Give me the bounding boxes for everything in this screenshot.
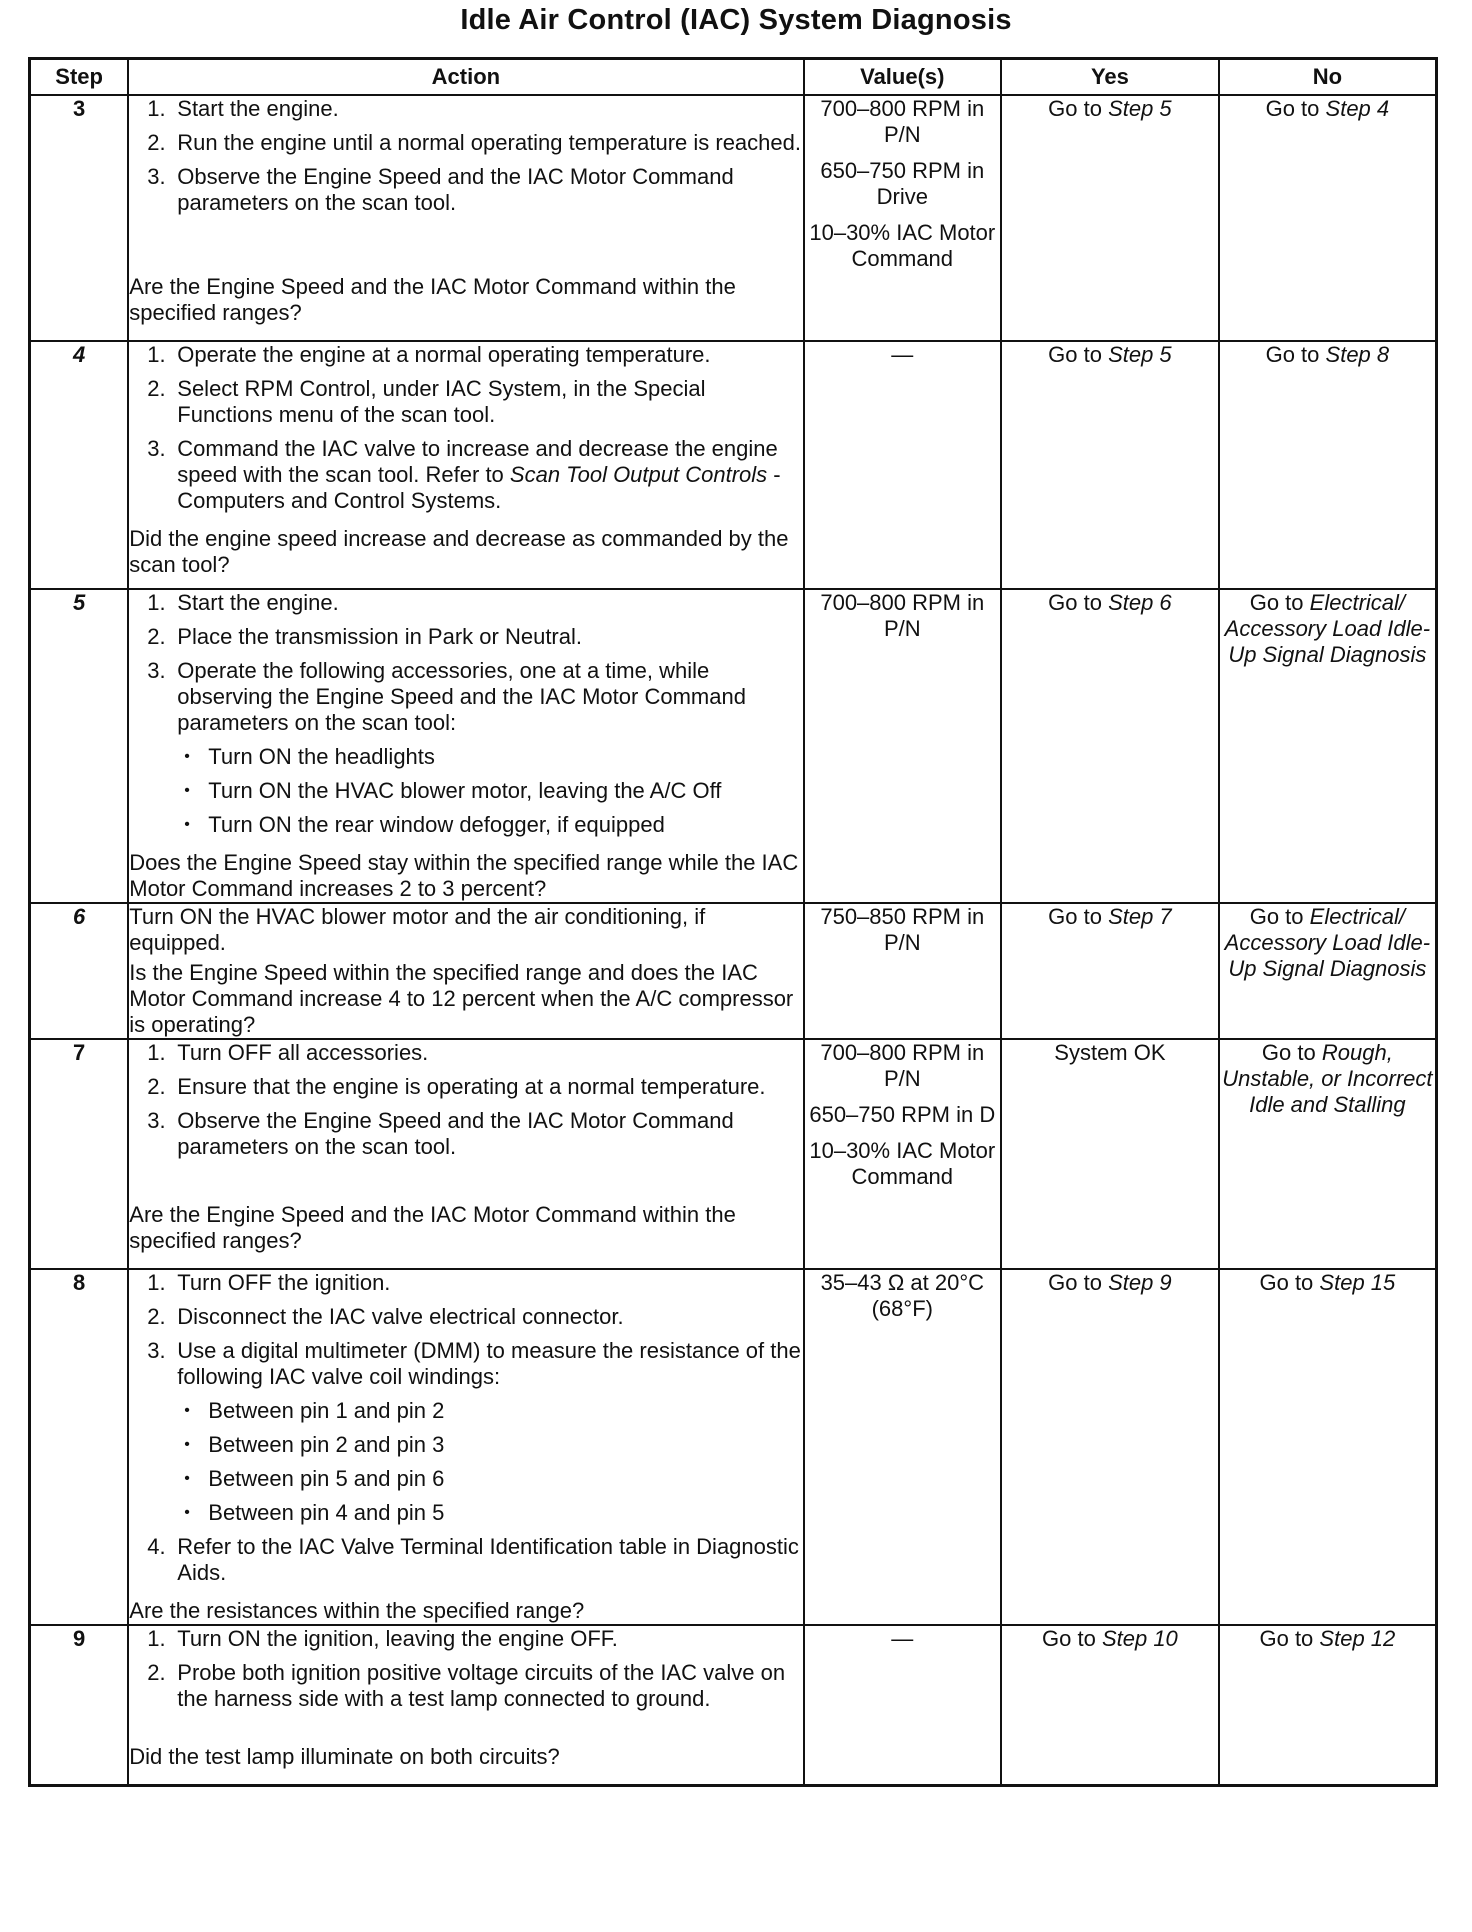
- action-steps: [129, 1040, 802, 1168]
- action-steps: [129, 1270, 802, 1594]
- bullet-text: Turn ON the headlights: [208, 744, 435, 769]
- action-item-number: 1.: [147, 590, 166, 615]
- action-cell: [128, 589, 803, 903]
- action-item-text: [177, 164, 802, 216]
- action-item-text: [177, 658, 802, 736]
- reference-link: Scan Tool Output Controls: [509, 462, 768, 487]
- no-goto-link[interactable]: Electrical/ Accessory Load Idle-Up Signal Diagnosis: [1224, 590, 1431, 667]
- action-cell: [128, 95, 803, 341]
- action-item: [147, 590, 802, 616]
- header-yes: Yes: [1001, 59, 1219, 96]
- action-item-body: Start the engine.: [177, 590, 339, 615]
- action-item-number: 2.: [147, 130, 166, 155]
- action-item-text: [177, 1074, 802, 1100]
- action-bullet: [184, 1466, 802, 1492]
- action-item: [147, 1304, 802, 1330]
- action-item-number: 1.: [147, 1626, 166, 1651]
- no-goto-link[interactable]: Electrical/ Accessory Load Idle-Up Signal Diagnosis: [1224, 904, 1431, 981]
- action-item-body: Turn OFF all accessories.: [177, 1040, 429, 1065]
- action-question: Did the test lamp illuminate on both circuits?: [129, 1744, 560, 1769]
- no-goto-link[interactable]: Step 4: [1325, 96, 1390, 121]
- action-item-text: [177, 376, 802, 428]
- action-cell: [128, 341, 803, 589]
- action-item-number: 3.: [147, 658, 166, 683]
- action-item-text: [177, 342, 802, 368]
- action-item-body: Disconnect the IAC valve electrical connector.: [177, 1304, 624, 1329]
- action-item-number: 2.: [147, 624, 166, 649]
- action-question: Are the Engine Speed and the IAC Motor Command within the specified ranges?: [129, 274, 736, 325]
- no-cell: [1219, 95, 1437, 341]
- diagnosis-row-step-4: [30, 341, 1437, 589]
- action-bullet: [184, 778, 802, 804]
- value-text: 35–43 Ω at 20°C (68°F): [820, 1270, 985, 1321]
- action-item-number: 1.: [147, 1040, 166, 1065]
- action-cell: [128, 903, 803, 1039]
- action-item-number: 3.: [147, 164, 166, 189]
- no-goto-link[interactable]: Step 15: [1319, 1270, 1396, 1295]
- values-cell: [804, 1039, 1002, 1269]
- bullet-icon: •: [184, 816, 190, 833]
- action-item-body: Observe the Engine Speed and the IAC Motor Command parameters on the scan tool.: [177, 164, 734, 215]
- diagnosis-row-step-8: [30, 1269, 1437, 1625]
- value-text: 10–30% IAC Motor Command: [809, 1138, 996, 1189]
- action-item-text: [177, 590, 802, 616]
- bullet-text: Between pin 4 and pin 5: [208, 1500, 445, 1525]
- action-item-body: Operate the engine at a normal operating temperature.: [177, 342, 711, 367]
- action-question: Is the Engine Speed within the specified range and does the IAC Motor Command increase 4 to 12 percent when the A/C compressor is operating?: [129, 960, 794, 1037]
- bullet-icon: •: [184, 1504, 190, 1521]
- action-item: [147, 1534, 802, 1586]
- action-item-text: [177, 1040, 802, 1066]
- action-bullet: [184, 812, 802, 838]
- action-item: [147, 1108, 802, 1160]
- step-number: 4: [30, 341, 129, 589]
- action-item-body: Observe the Engine Speed and the IAC Motor Command parameters on the scan tool.: [177, 1108, 734, 1159]
- no-cell: [1219, 341, 1437, 589]
- yes-goto-prefix: Go to: [1048, 96, 1102, 121]
- action-item-text: [177, 436, 802, 514]
- value-text: —: [891, 1626, 914, 1651]
- action-steps: [129, 1626, 802, 1720]
- action-item: [147, 658, 802, 736]
- action-bullet: [184, 744, 802, 770]
- action-item-number: 2.: [147, 1304, 166, 1329]
- action-item-body: Command the IAC valve to increase and decrease the engine speed with the scan tool. Refer to: [177, 436, 778, 487]
- action-item: [147, 624, 802, 650]
- step-number: 6: [30, 903, 129, 1039]
- action-item-number: 1.: [147, 342, 166, 367]
- bullet-text: Between pin 2 and pin 3: [208, 1432, 445, 1457]
- no-goto-prefix: Go to: [1249, 904, 1304, 929]
- action-item: [147, 1074, 802, 1100]
- step-number: 5: [30, 589, 129, 903]
- action-item: [147, 1626, 802, 1652]
- action-item: [147, 1270, 802, 1296]
- action-cell: [128, 1039, 803, 1269]
- bullet-text: Turn ON the HVAC blower motor, leaving the A/C Off: [208, 778, 722, 803]
- action-item: [147, 96, 802, 122]
- header-values: Value(s): [804, 59, 1002, 96]
- no-goto-prefix: Go to: [1259, 1270, 1314, 1295]
- yes-goto-link[interactable]: Step 6: [1108, 590, 1172, 615]
- action-steps: [129, 342, 802, 522]
- action-item-body: Select RPM Control, under IAC System, in the Special Functions menu of the scan tool.: [177, 376, 706, 427]
- step-number: 8: [30, 1269, 129, 1625]
- yes-goto-prefix: Go to: [1048, 1270, 1102, 1295]
- value-text: 650–750 RPM in Drive: [820, 158, 985, 209]
- diagnosis-row-step-7: [30, 1039, 1437, 1269]
- value-text: —: [891, 342, 914, 367]
- action-lead: Turn ON the HVAC blower motor and the air conditioning, if equipped.: [129, 904, 706, 955]
- action-item-number: 2.: [147, 1074, 166, 1099]
- action-steps: [129, 590, 802, 846]
- yes-goto-link[interactable]: Step 5: [1108, 342, 1172, 367]
- action-item-text: [177, 1270, 802, 1296]
- diagnosis-row-step-6: [30, 903, 1437, 1039]
- action-bullet: [184, 1432, 802, 1458]
- action-item-number: 3.: [147, 1108, 166, 1133]
- yes-goto-link[interactable]: Step 5: [1108, 96, 1172, 121]
- value-text: 700–800 RPM in P/N: [820, 96, 985, 147]
- yes-goto-prefix: Go to: [1048, 590, 1102, 615]
- no-goto: [1266, 96, 1390, 122]
- action-item-number: 1.: [147, 96, 166, 121]
- action-question: Are the Engine Speed and the IAC Motor Command within the specified ranges?: [129, 1202, 736, 1253]
- action-item-body: Probe both ignition positive voltage circuits of the IAC valve on the harness side with a test lamp connected to ground.: [177, 1660, 786, 1711]
- action-steps: [129, 904, 802, 956]
- action-item-body: Run the engine until a normal operating temperature is reached.: [177, 130, 801, 155]
- yes-cell: [1001, 589, 1219, 903]
- diagnosis-table: [28, 57, 1438, 1787]
- action-item-body: Ensure that the engine is operating at a normal temperature.: [177, 1074, 766, 1099]
- no-goto: [1220, 1040, 1435, 1118]
- yes-cell: [1001, 341, 1219, 589]
- action-item: [147, 1040, 802, 1066]
- no-goto: [1259, 1626, 1395, 1652]
- no-goto: [1259, 1270, 1395, 1296]
- bullet-icon: •: [184, 1470, 190, 1487]
- yes-cell: [1001, 95, 1219, 341]
- action-item: [147, 1660, 802, 1712]
- value-text: 650–750 RPM in D: [809, 1102, 996, 1127]
- values-cell: [804, 903, 1002, 1039]
- no-goto-prefix: Go to: [1259, 1626, 1314, 1651]
- yes-cell: [1001, 903, 1219, 1039]
- diagnosis-row-step-9: [30, 1625, 1437, 1785]
- action-question: Does the Engine Speed stay within the specified range while the IAC Motor Command increases 2 to 3 percent?: [129, 850, 799, 901]
- no-cell: [1219, 1039, 1437, 1269]
- diagnosis-row-step-3: [30, 95, 1437, 341]
- action-item-text: [177, 1660, 802, 1712]
- action-item-text: [177, 130, 802, 156]
- action-item: [147, 130, 802, 156]
- action-bullet: [184, 1398, 802, 1424]
- bullet-text: Turn ON the rear window defogger, if equipped: [208, 812, 665, 837]
- action-item: [147, 1338, 802, 1390]
- action-item-text: [177, 1534, 802, 1586]
- yes-cell: [1001, 1269, 1219, 1625]
- bullet-text: Between pin 5 and pin 6: [208, 1466, 445, 1491]
- action-item-number: 4.: [147, 1534, 166, 1559]
- action-item-body: Use a digital multimeter (DMM) to measure the resistance of the following IAC valve coil windings:: [177, 1338, 801, 1389]
- no-goto: [1220, 590, 1435, 668]
- reference-tail: -Computers and Control Systems.: [177, 462, 781, 513]
- values-cell: [804, 341, 1002, 589]
- action-item-body: Operate the following accessories, one at a time, while observing the Engine Speed and the IAC Motor Command parameters on the scan tool:: [177, 658, 746, 735]
- action-item-number: 1.: [147, 1270, 166, 1295]
- action-bullet: [184, 1500, 802, 1526]
- value-text: 700–800 RPM in P/N: [820, 590, 985, 641]
- value-text: 10–30% IAC Motor Command: [809, 220, 996, 271]
- no-cell: [1219, 903, 1437, 1039]
- action-item-text: [177, 96, 802, 122]
- no-goto-link[interactable]: Step 12: [1319, 1626, 1396, 1651]
- yes-goto-link[interactable]: Step 10: [1101, 1626, 1178, 1651]
- action-item-text: [177, 1338, 802, 1390]
- values-cell: [804, 1269, 1002, 1625]
- action-item: [147, 376, 802, 428]
- action-item-body: Place the transmission in Park or Neutral.: [177, 624, 582, 649]
- no-goto-prefix: Go to: [1249, 590, 1304, 615]
- action-item-body: Refer to the IAC Valve Terminal Identification table in Diagnostic Aids.: [177, 1534, 799, 1585]
- action-steps: [129, 96, 802, 224]
- action-item-number: 2.: [147, 376, 166, 401]
- yes-cell: [1001, 1625, 1219, 1785]
- action-item-number: 3.: [147, 1338, 166, 1363]
- yes-goto-link[interactable]: Step 9: [1108, 1270, 1172, 1295]
- action-item-body: Turn ON the ignition, leaving the engine OFF.: [177, 1626, 618, 1651]
- action-item-number: 3.: [147, 436, 166, 461]
- yes-goto-link[interactable]: Step 7: [1108, 904, 1172, 929]
- action-item-text: [177, 1108, 802, 1160]
- action-item-text: [177, 1626, 802, 1652]
- document-title: Idle Air Control (IAC) System Diagnosis: [460, 4, 1012, 36]
- action-item: [147, 342, 802, 368]
- value-text: 750–850 RPM in P/N: [820, 904, 985, 955]
- action-item-body: Turn OFF the ignition.: [177, 1270, 391, 1295]
- action-item: [147, 436, 802, 514]
- action-item-text: [177, 1304, 802, 1330]
- no-cell: [1219, 589, 1437, 903]
- yes-result: System OK: [1054, 1040, 1166, 1065]
- header-no: No: [1219, 59, 1437, 96]
- no-cell: [1219, 1269, 1437, 1625]
- step-number: 7: [30, 1039, 129, 1269]
- yes-goto-prefix: Go to: [1048, 342, 1102, 367]
- no-goto-prefix: Go to: [1261, 1040, 1316, 1065]
- action-cell: [128, 1625, 803, 1785]
- yes-goto-prefix: Go to: [1048, 904, 1102, 929]
- bullet-icon: •: [184, 782, 190, 799]
- bullet-icon: •: [184, 1436, 190, 1453]
- action-item-number: 2.: [147, 1660, 166, 1685]
- no-goto: [1266, 342, 1390, 368]
- header-action: Action: [128, 59, 803, 96]
- yes-goto-prefix: Go to: [1042, 1626, 1096, 1651]
- bullet-text: Between pin 1 and pin 2: [208, 1398, 445, 1423]
- no-goto-prefix: Go to: [1265, 342, 1320, 367]
- action-item-text: [177, 624, 802, 650]
- bullet-icon: •: [184, 748, 190, 765]
- action-cell: [128, 1269, 803, 1625]
- table-header-row: [30, 59, 1437, 96]
- header-step: Step: [30, 59, 129, 96]
- no-cell: [1219, 1625, 1437, 1785]
- step-number: 9: [30, 1625, 129, 1785]
- values-cell: [804, 1625, 1002, 1785]
- no-goto-prefix: Go to: [1265, 96, 1320, 121]
- values-cell: [804, 589, 1002, 903]
- yes-cell: [1001, 1039, 1219, 1269]
- action-question: Did the engine speed increase and decrease as commanded by the scan tool?: [129, 526, 789, 577]
- no-goto: [1220, 904, 1435, 982]
- action-question: Are the resistances within the specified range?: [129, 1598, 585, 1623]
- bullet-icon: •: [184, 1402, 190, 1419]
- no-goto-link[interactable]: Rough, Unstable, or Incorrect Idle and Stalling: [1222, 1040, 1433, 1117]
- value-text: 700–800 RPM in P/N: [820, 1040, 985, 1091]
- step-number: 3: [30, 95, 129, 341]
- no-goto-link[interactable]: Step 8: [1325, 342, 1390, 367]
- action-item: [147, 164, 802, 216]
- diagnosis-row-step-5: [30, 589, 1437, 903]
- action-item-body: Start the engine.: [177, 96, 339, 121]
- values-cell: [804, 95, 1002, 341]
